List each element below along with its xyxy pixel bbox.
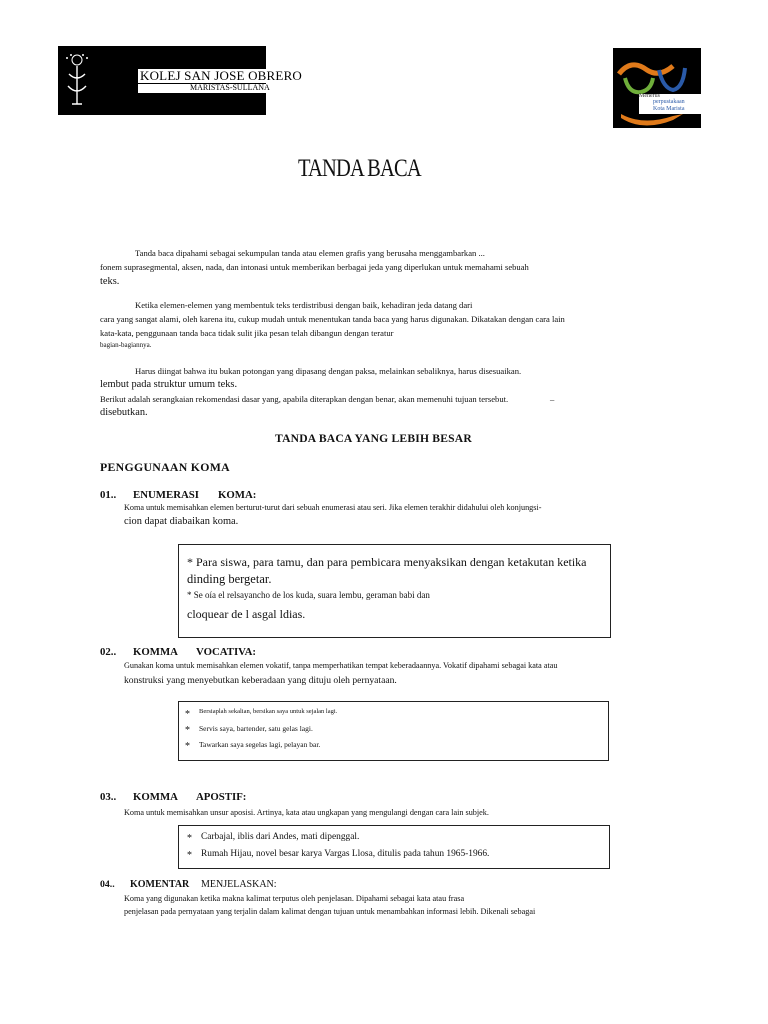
item-02-desc-1: Gunakan koma untuk memisahkan elemen vokatif, tanpa memperhatikan tempat keberadaannya. Vokatif dipahami sebagai kata atau <box>124 661 558 670</box>
item-01-number: 01.. <box>100 489 117 501</box>
logo-line-1: Menerus <box>639 93 660 99</box>
example-03-bullet-2: * <box>187 850 192 861</box>
intro-p2-line4: bagian-bagiannya. <box>100 341 152 349</box>
example-02-bullet-1: * <box>185 709 190 720</box>
intro-p1-line1: Tanda baca dipahami sebagai sekumpulan tanda atau elemen grafis yang berusaha menggambarkan ... <box>135 248 485 258</box>
logo-line-2: perpustakaan <box>653 99 685 105</box>
item-03-label-b: APOSTIF: <box>196 791 247 803</box>
item-02-label-a: KOMMA <box>133 646 178 658</box>
item-01-desc-2: cion dapat diabaikan koma. <box>124 516 239 527</box>
item-04-desc-1: Koma yang digunakan ketika makna kalimat terputus oleh penjelasan. Dipahami sebagai kata atau frasa <box>124 894 465 903</box>
item-01-desc-1: Koma untuk memisahkan elemen berturut-turut dari sebuah enumerasi atau seri. Jika elemen terakhir didahului oleh konjungsi- <box>124 503 542 512</box>
example-01-line-3: * Se oía el relsayancho de los kuda, suara lembu, geraman babi dan <box>187 590 430 600</box>
intro-p1-line3: teks. <box>100 276 120 287</box>
item-04-desc-2: penjelasan pada pernyataan yang terjalin dalam kalimat dengan tujuan untuk menambahkan informasi lebih. Dikenali sebagai <box>124 907 536 916</box>
school-name: KOLEJ SAN JOSE OBRERO <box>140 68 303 83</box>
example-box-03 <box>178 825 610 869</box>
item-04-label-a: KOMENTAR <box>130 879 190 890</box>
example-box-02 <box>178 701 609 761</box>
item-03-number: 03.. <box>100 791 117 803</box>
school-logo-right <box>613 48 701 128</box>
intro-p3-line1: Harus diingat bahwa itu bukan potongan yang dipasang dengan paksa, melainkan sebaliknya, harus disesuaikan. <box>135 366 522 376</box>
item-02-number: 02.. <box>100 646 117 658</box>
item-01-label-b: KOMA: <box>218 489 257 501</box>
intro-p2-line3: kata-kata, penggunaan tanda baca tidak sulit jika pesan telah dibangun dengan teratur <box>100 328 394 338</box>
example-01-line-1: * Para siswa, para tamu, dan para pembicara menyaksikan dengan ketakutan ketika <box>187 555 587 569</box>
item-02-label-b: VOCATIVA: <box>196 646 256 658</box>
page-title: TANDA BACA <box>298 155 421 182</box>
example-box-01 <box>178 544 611 638</box>
example-02-bullet-2: * <box>185 725 190 736</box>
item-04-label-b: MENJELASKAN: <box>201 879 277 890</box>
item-03-desc-1: Koma untuk memisahkan unsur aposisi. Artinya, kata atau ungkapan yang mengulangi dengan cara lain subjek. <box>124 808 489 817</box>
intro-p3-line2: lembut pada struktur umum teks. <box>100 379 238 390</box>
intro-p2-line2: cara yang sangat alami, oleh karena itu, cukup mudah untuk menentukan tanda baca yang harus digunakan. Dikatakan dengan cara lain <box>100 314 565 324</box>
example-01-line-2: dinding bergetar. <box>187 572 272 586</box>
subsection-heading: PENGGUNAAN KOMA <box>100 460 230 474</box>
logo-line-3: Kota Marista <box>653 106 685 112</box>
example-02-bullet-3: * <box>185 741 190 752</box>
example-02-line-2: Servis saya, bartender, satu gelas lagi. <box>199 724 313 733</box>
item-04-number: 04.. <box>100 879 115 890</box>
example-02-line-3: Tawarkan saya segelas lagi, pelayan bar. <box>199 740 321 749</box>
school-subtitle: MARISTAS-SULLANA <box>190 83 270 92</box>
intro-p1-line2: fonem suprasegmental, aksen, nada, dan intonasi untuk memberikan berbagai jeda yang diperlukan untuk memahami sebuah <box>100 262 529 272</box>
example-03-line-1: Carbajal, iblis dari Andes, mati dipenggal. <box>201 832 360 842</box>
item-03-label-a: KOMMA <box>133 791 178 803</box>
example-01-line-4: cloquear de l asgal ldias. <box>187 607 306 621</box>
intro-p3-dash: – <box>550 394 555 404</box>
example-02-line-1: Bersiaplah sekalian, bersikan saya untuk sejalan lagi. <box>199 708 338 715</box>
school-logo-left <box>58 46 303 115</box>
intro-p2-line1: Ketika elemen-elemen yang membentuk teks terdistribusi dengan baik, kehadiran jeda datang dari <box>135 300 473 310</box>
example-03-bullet-1: * <box>187 833 192 844</box>
library-logo-icon <box>613 48 701 128</box>
intro-p3-line3: Berikut adalah serangkaian rekomendasi dasar yang, apabila diterapkan dengan benar, akan memenuhi tujuan tersebut. <box>100 394 509 404</box>
item-02-desc-2: konstruksi yang menyebutkan keberadaan yang dituju oleh pernyataan. <box>124 675 397 686</box>
intro-p3-line4: disebutkan. <box>100 407 148 418</box>
school-crest-icon <box>64 52 90 108</box>
item-01-label-a: ENUMERASI <box>133 489 199 501</box>
example-03-line-2: Rumah Hijau, novel besar karya Vargas Llosa, ditulis pada tahun 1965-1966. <box>201 849 490 859</box>
section-heading: TANDA BACA YANG LEBIH BESAR <box>275 432 472 445</box>
